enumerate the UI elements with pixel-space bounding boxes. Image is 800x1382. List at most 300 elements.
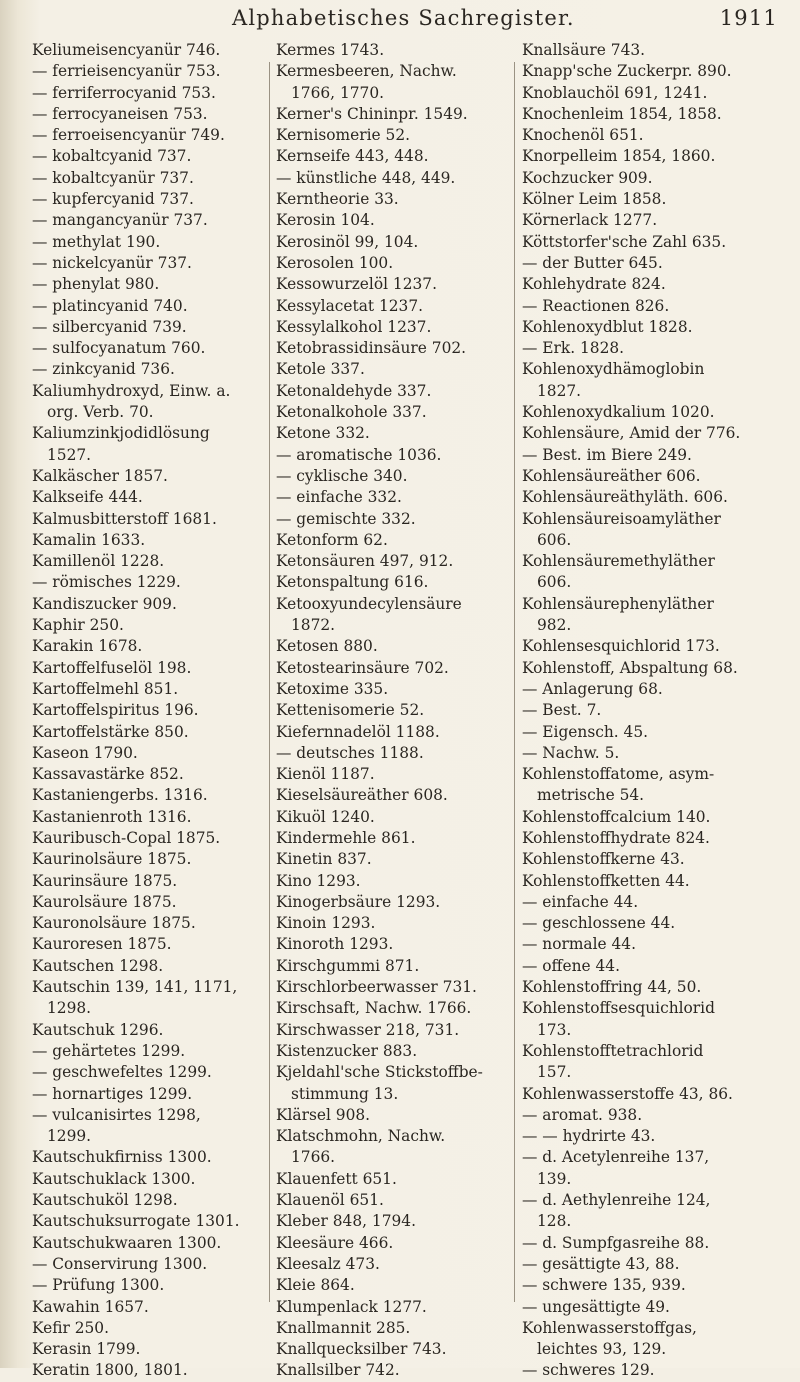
index-entry — [32, 615, 268, 636]
index-entry — [276, 743, 512, 764]
index-entry-text: Kerosolen 100. — [276, 253, 394, 272]
index-entry-text: — künstliche 448, 449. — [276, 168, 456, 187]
index-entry-text: Kirschlorbeerwasser 731. — [276, 978, 477, 997]
index-entry — [32, 764, 268, 785]
index-entry-text: Kohlensäureisoamyläther — [522, 509, 721, 528]
index-entry — [276, 1211, 512, 1232]
index-entry — [522, 338, 788, 359]
index-entry — [276, 658, 512, 679]
index-entry-text: Kirschwasser 218, 731. — [276, 1020, 460, 1039]
index-entry-text: Kautschukfirniss 1300. — [32, 1148, 212, 1167]
index-entry — [522, 1254, 788, 1275]
index-entry-text: Ketonspaltung 616. — [276, 573, 429, 592]
index-entry-continuation: 139. — [537, 1169, 572, 1188]
index-entry — [276, 296, 512, 317]
index-entry-text: Kettenisomerie 52. — [276, 701, 425, 720]
index-entry-text: Kaliumhydroxyd, Einw. a. — [32, 381, 231, 400]
index-entry — [522, 658, 788, 679]
index-entry-continuation: 1827. — [537, 381, 582, 400]
index-entry — [276, 934, 512, 955]
index-entry-text: Kleesäure 466. — [276, 1233, 394, 1252]
index-entry-text: Kohlenoxydhämoglobin — [522, 360, 705, 379]
index-entry — [32, 359, 268, 380]
index-entry — [276, 636, 512, 657]
index-entry-text: — gesättigte 43, 88. — [522, 1254, 680, 1273]
index-entry — [522, 1084, 788, 1105]
index-entry — [32, 1084, 268, 1105]
index-entry — [276, 892, 512, 913]
index-entry — [32, 636, 268, 657]
index-entry — [32, 317, 268, 338]
index-entry — [32, 487, 268, 508]
index-entry-text: Kohlenstoffhydrate 824. — [522, 828, 710, 847]
index-entry-text: Kohlenstoffsesquichlorid — [522, 999, 715, 1018]
index-entry — [32, 1233, 268, 1254]
index-entry — [522, 764, 788, 807]
index-entry-text: Kohlenoxydblut 1828. — [522, 317, 693, 336]
index-entry — [32, 828, 268, 849]
index-entry-text: Kohlensäureäther 606. — [522, 466, 701, 485]
index-entry — [276, 1041, 512, 1062]
index-entry — [32, 61, 268, 82]
index-entry — [32, 700, 268, 721]
index-entry — [522, 913, 788, 934]
index-entry — [276, 998, 512, 1019]
index-entry-text: — ferriferrocyanid 753. — [32, 83, 216, 102]
index-entry-text: Kartoffelfuselöl 198. — [32, 658, 192, 677]
index-entry — [522, 1297, 788, 1318]
index-entry-continuation: 1766, 1770. — [291, 83, 385, 102]
index-entry — [522, 934, 788, 955]
index-entry-text: Keliumeisencyanür 746. — [32, 41, 221, 59]
index-entry-text: Kernisomerie 52. — [276, 126, 411, 145]
index-entry-continuation: metrische 54. — [537, 786, 645, 805]
index-entry-continuation: stimmung 13. — [291, 1084, 399, 1103]
index-entry — [522, 1318, 788, 1361]
index-entry-continuation: 173. — [537, 1020, 572, 1039]
index-entry-text: Ketonalkohole 337. — [276, 403, 427, 422]
index-entry — [32, 785, 268, 806]
index-entry-text: — ferrocyaneisen 753. — [32, 104, 208, 123]
index-entry-text: — ferrieisencyanür 753. — [32, 62, 221, 81]
index-entry — [276, 1126, 512, 1169]
index-entry-text: Kauronolsäure 1875. — [32, 914, 196, 933]
index-entry — [32, 1360, 268, 1381]
index-entry — [32, 679, 268, 700]
index-entry-text: Kerner's Chininpr. 1549. — [276, 104, 468, 123]
index-entry-text: Kölner Leim 1858. — [522, 190, 667, 209]
index-entry — [276, 1233, 512, 1254]
index-entry — [276, 1297, 512, 1318]
index-entry — [276, 1105, 512, 1126]
index-entry — [276, 445, 512, 466]
index-entry — [32, 1339, 268, 1360]
index-entry-text: Kohlenoxydkalium 1020. — [522, 403, 715, 422]
index-entry-continuation: 606. — [537, 530, 572, 549]
index-entry — [522, 423, 788, 444]
index-entry-text: Kaliumzinkjodidlösung — [32, 424, 210, 443]
index-entry-text: Kikuöl 1240. — [276, 807, 375, 826]
index-entry — [522, 998, 788, 1041]
index-entry-text: — einfache 332. — [276, 488, 402, 507]
index-entry — [276, 1020, 512, 1041]
index-entry-text: — aromat. 938. — [522, 1105, 643, 1124]
index-entry — [522, 146, 788, 167]
index-entry — [32, 253, 268, 274]
index-entry-text: — einfache 44. — [522, 892, 639, 911]
index-entry-text: — nickelcyanür 737. — [32, 253, 192, 272]
index-entry — [32, 551, 268, 572]
index-entry-continuation: leichtes 93, 129. — [537, 1340, 667, 1359]
index-entry-text: — cyklische 340. — [276, 466, 408, 485]
index-entry-text: — platincyanid 740. — [32, 296, 188, 315]
index-entry-text: Kohlenstoffkerne 43. — [522, 850, 685, 869]
index-entry — [276, 679, 512, 700]
index-entry-text: Ketostearinsäure 702. — [276, 658, 449, 677]
index-entry-text: Kino 1293. — [276, 871, 361, 890]
index-entry — [522, 722, 788, 743]
index-entry — [276, 466, 512, 487]
running-header — [0, 4, 800, 34]
index-entry-text: Keratin 1800, 1801. — [32, 1361, 188, 1380]
index-entry-text: Kirschsaft, Nachw. 1766. — [276, 999, 472, 1018]
index-entry-text: — d. Aethylenreihe 124, — [522, 1191, 711, 1210]
index-entry-text: — phenylat 980. — [32, 275, 160, 294]
index-entry — [32, 956, 268, 977]
index-entry-text: Ketonaldehyde 337. — [276, 381, 432, 400]
index-entry-text: Kohlenstoffketten 44. — [522, 871, 690, 890]
index-entry-text: — der Butter 645. — [522, 253, 663, 272]
index-entry — [276, 1062, 512, 1105]
index-entry-text: — Reactionen 826. — [522, 296, 670, 315]
index-entry-text: Kinoin 1293. — [276, 914, 376, 933]
index-entry — [32, 168, 268, 189]
index-entry — [276, 572, 512, 593]
index-entry-text: Kochzucker 909. — [522, 168, 653, 187]
index-entry-text: Knallquecksilber 743. — [276, 1340, 447, 1359]
index-entry — [32, 1147, 268, 1168]
index-entry — [276, 956, 512, 977]
index-entry — [276, 423, 512, 444]
index-entry-text: — Prüfung 1300. — [32, 1276, 165, 1295]
index-entry-text: Kamalin 1633. — [32, 530, 146, 549]
index-entry-continuation: 1299. — [47, 1127, 92, 1146]
index-entry-text: Kaphir 250. — [32, 616, 124, 635]
index-entry — [522, 253, 788, 274]
index-entry — [276, 125, 512, 146]
index-entry — [32, 892, 268, 913]
index-entry-text: Ketonsäuren 497, 912. — [276, 552, 454, 571]
index-entry-text: Kamillenöl 1228. — [32, 552, 165, 571]
index-entry — [32, 530, 268, 551]
index-entry-text: Kessylacetat 1237. — [276, 296, 424, 315]
index-entry-text: Karakin 1678. — [32, 637, 143, 656]
index-entry — [522, 828, 788, 849]
index-entry-text: Klatschmohn, Nachw. — [276, 1127, 446, 1146]
index-entry-text: Knallsilber 742. — [276, 1361, 400, 1380]
index-entry-text: Knochenöl 651. — [522, 126, 644, 145]
index-entry — [522, 743, 788, 764]
index-entry-text: Kefir 250. — [32, 1318, 109, 1337]
index-entry — [522, 977, 788, 998]
index-entry-text: Knorpelleim 1854, 1860. — [522, 147, 716, 166]
index-entry — [276, 359, 512, 380]
index-entry-text: Ketooxyundecylensäure — [276, 594, 462, 613]
header-title: Alphabetisches Sachregister. — [232, 6, 575, 30]
index-entry-text: Kleesalz 473. — [276, 1254, 380, 1273]
index-entry-text: — kobaltcyanid 737. — [32, 147, 192, 166]
index-entry — [522, 466, 788, 487]
index-entry-text: Kinetin 837. — [276, 850, 372, 869]
index-entry — [276, 1254, 512, 1275]
index-entry — [522, 61, 788, 82]
index-entry — [32, 871, 268, 892]
index-entry-continuation: 1527. — [47, 445, 92, 464]
index-entry — [522, 1105, 788, 1126]
index-entry-text: Klumpenlack 1277. — [276, 1297, 427, 1316]
index-entry — [522, 189, 788, 210]
index-entry — [276, 189, 512, 210]
index-entry — [522, 849, 788, 870]
index-entry — [276, 1275, 512, 1296]
index-entry — [276, 594, 512, 637]
index-entry-text: Kautschuköl 1298. — [32, 1191, 178, 1210]
index-entry-text: Kaurinolsäure 1875. — [32, 850, 192, 869]
index-entry-text: Kerntheorie 33. — [276, 190, 399, 209]
index-entry — [276, 104, 512, 125]
index-entry — [32, 1169, 268, 1190]
index-entry-text: Kandiszucker 909. — [32, 594, 177, 613]
index-entry-text: Kalkäscher 1857. — [32, 466, 168, 485]
index-entry-continuation: 606. — [537, 573, 572, 592]
index-entry — [522, 296, 788, 317]
column-divider — [269, 62, 270, 1302]
index-entry — [276, 700, 512, 721]
index-entry-text: Kassavastärke 852. — [32, 765, 184, 784]
index-entry — [32, 189, 268, 210]
index-entry-text: Knallmannit 285. — [276, 1318, 411, 1337]
index-entry-text: Kernseife 443, 448. — [276, 147, 429, 166]
index-entry — [276, 338, 512, 359]
index-entry — [522, 509, 788, 552]
index-entry-text: Ketoxime 335. — [276, 679, 389, 698]
index-entry-text: Kleie 864. — [276, 1276, 355, 1295]
index-entry-text: — geschwefeltes 1299. — [32, 1063, 212, 1082]
index-entry — [522, 807, 788, 828]
index-entry-text: Kaurinsäure 1875. — [32, 871, 178, 890]
index-entry-text: Ketone 332. — [276, 424, 370, 443]
index-entry-text: Kohlensäuremethyläther — [522, 552, 715, 571]
index-entry-text: Kermes 1743. — [276, 41, 385, 59]
index-entry-text: Kermesbeeren, Nachw. — [276, 62, 457, 81]
index-entry-text: Kessowurzelöl 1237. — [276, 275, 437, 294]
index-entry — [522, 83, 788, 104]
index-entry — [276, 168, 512, 189]
index-entry-text: Klauenfett 651. — [276, 1169, 397, 1188]
index-entry-text: — Nachw. 5. — [522, 743, 620, 762]
index-entry-text: Kartoffelstärke 850. — [32, 722, 189, 741]
index-entry-text: Kohlenstoffatome, asym- — [522, 765, 715, 784]
index-entry-text: Kohlenstoffcalcium 140. — [522, 807, 711, 826]
index-entry — [32, 1190, 268, 1211]
index-entry-text: Kartoffelspiritus 196. — [32, 701, 199, 720]
index-entry-text: Kalkseife 444. — [32, 488, 143, 507]
index-entry-text: Kistenzucker 883. — [276, 1041, 418, 1060]
index-entry — [32, 381, 268, 424]
index-entry — [32, 849, 268, 870]
index-entry — [276, 977, 512, 998]
index-entry — [276, 40, 512, 61]
page-number: 1911 — [719, 6, 778, 30]
index-entry — [32, 509, 268, 530]
index-entry-text: Kohlenstoff, Abspaltung 68. — [522, 658, 738, 677]
index-entry — [276, 1318, 512, 1339]
index-entry — [522, 1190, 788, 1233]
index-entry — [276, 722, 512, 743]
index-entry-text: — d. Acetylenreihe 137, — [522, 1148, 710, 1167]
index-entry-text: — Best. im Biere 249. — [522, 445, 692, 464]
index-entry — [32, 977, 268, 1020]
index-entry-text: Kautschen 1298. — [32, 956, 164, 975]
index-entry — [522, 445, 788, 466]
index-entry-text: — normale 44. — [522, 935, 636, 954]
index-entry — [32, 1254, 268, 1275]
index-entry — [32, 210, 268, 231]
index-entry-text: — Best. 7. — [522, 701, 602, 720]
index-entry-text: — geschlossene 44. — [522, 914, 676, 933]
index-entry — [522, 40, 788, 61]
index-entry — [522, 168, 788, 189]
index-entry — [276, 871, 512, 892]
index-entry — [32, 125, 268, 146]
index-entry — [522, 274, 788, 295]
index-entry — [522, 871, 788, 892]
index-entry — [276, 530, 512, 551]
index-entry-text: Köttstorfer'sche Zahl 635. — [522, 232, 727, 251]
index-entry — [32, 807, 268, 828]
index-entry — [522, 359, 788, 402]
index-entry-text: — — hydrirte 43. — [522, 1127, 656, 1146]
index-entry-text: Kindermehle 861. — [276, 828, 416, 847]
index-entry-text: — vulcanisirtes 1298, — [32, 1105, 201, 1124]
index-entry — [522, 551, 788, 594]
index-entry — [276, 764, 512, 785]
index-entry — [32, 274, 268, 295]
index-entry — [32, 296, 268, 317]
index-entry-text: — hornartiges 1299. — [32, 1084, 193, 1103]
index-entry-text: Kinoroth 1293. — [276, 935, 394, 954]
index-entry-text: Kastaniengerbs. 1316. — [32, 786, 208, 805]
index-entry-text: — römisches 1229. — [32, 573, 181, 592]
index-entry-text: Kohlensäureäthyläth. 606. — [522, 488, 728, 507]
index-entry-text: Kiefernnadelöl 1188. — [276, 722, 440, 741]
index-entry — [522, 1041, 788, 1084]
index-entry-text: Kauroresen 1875. — [32, 935, 172, 954]
index-entry — [522, 1126, 788, 1147]
index-entry-text: Kerosin 104. — [276, 211, 375, 230]
index-entry — [32, 338, 268, 359]
index-entry — [32, 466, 268, 487]
index-entry — [522, 125, 788, 146]
index-entry — [276, 487, 512, 508]
index-entry-text: Kohlehydrate 824. — [522, 275, 666, 294]
index-entry — [32, 934, 268, 955]
index-entry-text: — aromatische 1036. — [276, 445, 442, 464]
index-entry — [32, 1211, 268, 1232]
index-entry — [32, 146, 268, 167]
index-entry — [276, 253, 512, 274]
index-entry-text: Kartoffelmehl 851. — [32, 679, 179, 698]
index-entry — [522, 317, 788, 338]
index-entry-text: Kerosinöl 99, 104. — [276, 232, 419, 251]
index-entry-continuation: 1298. — [47, 999, 92, 1018]
index-entry-text: — schwere 135, 939. — [522, 1276, 686, 1295]
index-entry-text: Kautschuklack 1300. — [32, 1169, 196, 1188]
index-entry — [32, 722, 268, 743]
index-entry-text: Klauenöl 651. — [276, 1191, 384, 1210]
index-entry-continuation: 157. — [537, 1063, 572, 1082]
index-entry-text: Kautschukwaaren 1300. — [32, 1233, 222, 1252]
index-entry — [32, 658, 268, 679]
index-entry — [276, 1339, 512, 1360]
index-entry — [522, 487, 788, 508]
index-entry-continuation: 1766. — [291, 1148, 336, 1167]
index-entry — [522, 210, 788, 231]
index-entry — [522, 700, 788, 721]
index-entry — [32, 743, 268, 764]
index-entry-text: Kohlenstoffring 44, 50. — [522, 978, 702, 997]
index-entry-text: Kautschuksurrogate 1301. — [32, 1212, 240, 1231]
index-entry — [276, 1190, 512, 1211]
index-entry-text: Kaurolsäure 1875. — [32, 892, 177, 911]
index-entry — [276, 317, 512, 338]
index-entry — [522, 679, 788, 700]
index-entry-text: — d. Sumpfgasreihe 88. — [522, 1233, 710, 1252]
index-entry — [522, 402, 788, 423]
index-entry — [276, 849, 512, 870]
index-entry — [276, 828, 512, 849]
index-entry-text: Kawahin 1657. — [32, 1297, 149, 1316]
index-entry — [32, 423, 268, 466]
index-entry-text: — Eigensch. 45. — [522, 722, 649, 741]
index-entry-text: Ketonform 62. — [276, 530, 388, 549]
index-entry-text: Ketosen 880. — [276, 637, 378, 656]
index-entry-text: — ungesättigte 49. — [522, 1297, 670, 1316]
index-entry-text: — Erk. 1828. — [522, 339, 625, 358]
index-entry-text: — gemischte 332. — [276, 509, 416, 528]
index-entry-text: Kjeldahl'sche Stickstoffbe- — [276, 1063, 483, 1082]
index-entry — [522, 1233, 788, 1254]
index-entry-continuation: org. Verb. 70. — [47, 403, 154, 422]
index-entry — [32, 40, 268, 61]
index-entry-text: — gehärtetes 1299. — [32, 1041, 186, 1060]
index-entry — [276, 274, 512, 295]
index-entry — [522, 956, 788, 977]
index-entry-text: — offene 44. — [522, 956, 620, 975]
index-entry-continuation: 1872. — [291, 616, 336, 635]
index-entry-text: — methylat 190. — [32, 232, 161, 251]
index-entry — [276, 913, 512, 934]
index-entry-text: Kohlenstofftetrachlorid — [522, 1041, 704, 1060]
index-entry — [276, 1360, 512, 1381]
index-entry-text: — silbercyanid 739. — [32, 317, 187, 336]
index-entry — [276, 146, 512, 167]
index-entry — [32, 1318, 268, 1339]
index-entry — [32, 572, 268, 593]
index-entry-text: — deutsches 1188. — [276, 743, 424, 762]
index-entry — [32, 913, 268, 934]
index-entry-text: Kinogerbsäure 1293. — [276, 892, 441, 911]
